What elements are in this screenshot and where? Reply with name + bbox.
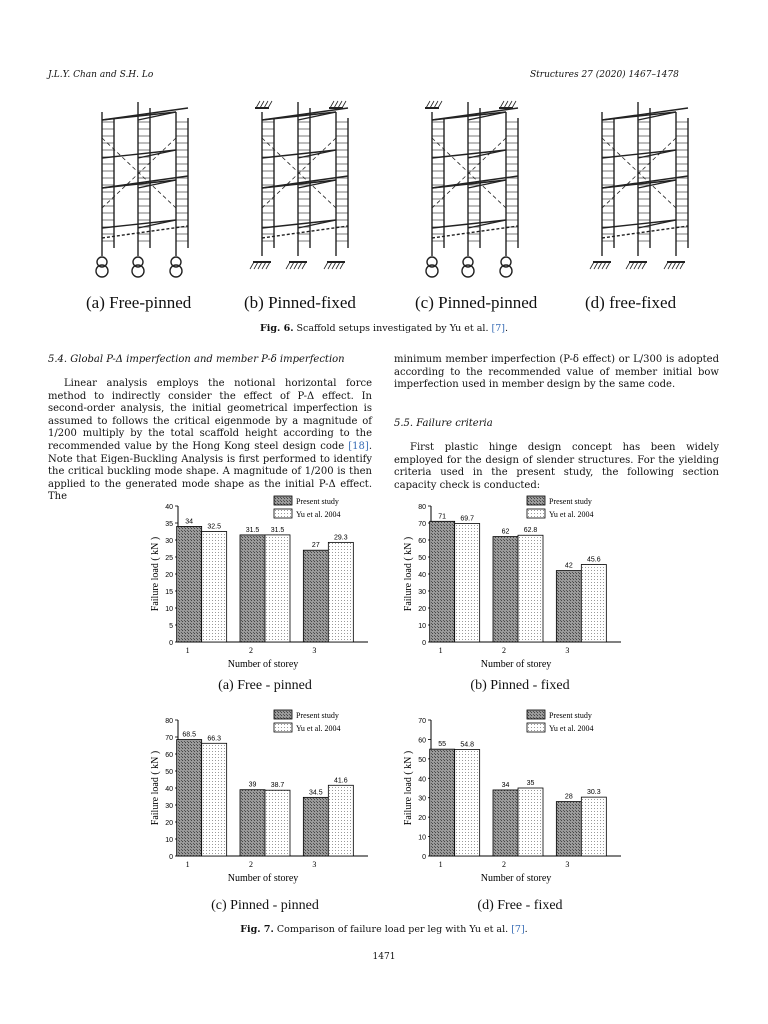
section-5-4-text-b: . Note that Eigen-Buckling Analysis is first performed to identify the critical buckling mode shape. A magnitude of 1/200 is then applied to the generated mode shape as the initial P-Δ effect. The — [48, 440, 372, 503]
y-tick-label: 0 — [169, 640, 173, 647]
section-5-4-text-a: Linear analysis employs the notional horizontal force method to indirectly consider the effect of P-Δ effect. In second-order analysis, the initial geometrical imperfection is assumed to follows the critical eigenmode by a magnitude of 1/200 multiply by the total scaffold height according to the recommended value by the Hong Kong steel design code — [48, 378, 372, 452]
y-axis-label: Failure load ( kN ) — [403, 750, 414, 826]
failure-load-chart-b — [393, 492, 633, 672]
bar-present-study — [240, 535, 265, 642]
bar-yu-2004 — [518, 535, 543, 642]
bar-yu-2004 — [581, 797, 606, 856]
y-tick-label: 40 — [165, 786, 173, 793]
y-tick-label: 25 — [165, 555, 173, 562]
bar-value-label: 42 — [564, 562, 573, 570]
bar-value-label: 45.6 — [587, 556, 601, 564]
bar-present-study — [430, 749, 455, 856]
legend-label: Present study — [549, 497, 592, 506]
y-tick-label: 0 — [422, 640, 426, 647]
y-tick-label: 40 — [418, 776, 426, 784]
ref-18-link[interactable]: [18] — [348, 440, 369, 452]
bar-yu-2004 — [202, 532, 227, 643]
legend-swatch — [274, 723, 292, 732]
bar-present-study — [303, 550, 328, 642]
y-tick-label: 0 — [169, 854, 173, 861]
fig6-sublabel-d: (d) free-fixed — [585, 293, 677, 312]
y-tick-label: 70 — [165, 735, 173, 742]
y-tick-label: 60 — [418, 737, 426, 745]
legend-swatch — [527, 509, 545, 518]
x-tick-label: 3 — [312, 860, 317, 869]
legend-label: Yu et al. 2004 — [549, 724, 594, 733]
y-tick-label: 20 — [165, 572, 173, 579]
bar-value-label: 62.8 — [523, 527, 538, 535]
bar-value-label: 34.5 — [309, 789, 323, 797]
bar-yu-2004 — [328, 785, 353, 856]
bar-value-label: 71 — [438, 513, 447, 521]
section-5-4-continuation: minimum member imperfection (P-δ effect) or L/300 is adopted according to the recommended value of member initial bow imperfection used in member design by the same code. — [394, 354, 719, 391]
scaffold-model-a — [96, 102, 188, 277]
bar-yu-2004 — [581, 564, 606, 642]
chart-b-subtitle: (b) Pinned - fixed — [470, 678, 570, 693]
bar-yu-2004 — [455, 524, 480, 642]
section-5-4-paragraph — [48, 378, 372, 504]
y-axis-label: Failure load ( kN ) — [150, 536, 161, 612]
y-tick-label: 30 — [418, 795, 426, 803]
bar-value-label: 66.3 — [207, 735, 221, 743]
x-axis-label: Number of storey — [480, 873, 552, 884]
page-number: 1471 — [372, 952, 396, 962]
legend-label: Present study — [296, 497, 339, 506]
bar-present-study — [430, 521, 455, 642]
section-5-5-paragraph: First plastic hinge design concept has been widely employed for the design of slender structures. For the yielding criteria used in the present study, the following section capacity check is conducted: — [394, 442, 719, 491]
legend-label: Yu et al. 2004 — [296, 510, 341, 519]
legend-label: Present study — [549, 711, 592, 720]
failure-load-chart-a — [140, 492, 380, 672]
y-tick-label: 40 — [418, 572, 426, 579]
fig6-caption-ref[interactable]: [7] — [491, 323, 505, 334]
scaffold-model-b — [250, 101, 348, 269]
x-tick-label: 1 — [438, 646, 443, 655]
bar-value-label: 38.7 — [270, 782, 285, 790]
legend-swatch — [527, 710, 545, 719]
y-tick-label: 50 — [165, 769, 173, 776]
bar-present-study — [303, 797, 328, 856]
bar-value-label: 54.8 — [460, 741, 474, 749]
bar-present-study — [493, 790, 518, 856]
x-tick-label: 3 — [565, 860, 570, 869]
fig7-caption — [0, 924, 768, 935]
x-tick-label: 1 — [185, 646, 190, 655]
y-tick-label: 30 — [165, 538, 173, 545]
running-header-journal: Structures 27 (2020) 1467–1478 — [530, 70, 679, 80]
bar-value-label: 32.5 — [207, 523, 221, 531]
x-tick-label: 2 — [249, 860, 253, 869]
bar-value-label: 69.7 — [460, 515, 474, 523]
failure-load-chart-c — [140, 706, 380, 886]
fig7-caption-ref[interactable]: [7] — [511, 924, 525, 935]
bar-present-study — [177, 526, 202, 642]
chart-d-subtitle: (d) Free - fixed — [477, 898, 563, 913]
y-tick-label: 80 — [418, 504, 426, 511]
bar-value-label: 31.5 — [245, 526, 260, 534]
running-header-authors: J.L.Y. Chan and S.H. Lo — [48, 70, 154, 80]
bar-value-label: 68.5 — [182, 731, 196, 739]
bar-yu-2004 — [265, 535, 290, 642]
y-tick-label: 70 — [418, 521, 426, 528]
y-tick-label: 70 — [418, 718, 426, 725]
y-tick-label: 10 — [418, 834, 426, 842]
y-tick-label: 60 — [418, 538, 426, 545]
bar-present-study — [556, 571, 581, 642]
y-tick-label: 10 — [418, 623, 426, 630]
x-tick-label: 3 — [565, 646, 570, 655]
x-axis-label: Number of storey — [480, 659, 552, 670]
y-tick-label: 10 — [165, 837, 173, 844]
bar-present-study — [493, 537, 518, 642]
y-tick-label: 10 — [165, 606, 173, 613]
fig6-sublabel-a: (a) Free-pinned — [86, 293, 192, 312]
bar-value-label: 27 — [311, 542, 320, 550]
x-axis-label: Number of storey — [227, 659, 299, 670]
legend-label: Yu et al. 2004 — [296, 724, 341, 733]
bar-value-label: 34 — [185, 518, 194, 526]
y-tick-label: 50 — [418, 555, 426, 562]
y-tick-label: 40 — [165, 504, 173, 511]
legend-swatch — [527, 723, 545, 732]
fig6-caption-text: Scaffold setups investigated by Yu et al. — [293, 323, 492, 334]
section-5-5-heading: 5.5. Failure criteria — [394, 418, 493, 429]
bar-value-label: 62 — [501, 528, 510, 536]
x-tick-label: 2 — [249, 646, 253, 655]
chart-a-subtitle: (a) Free - pinned — [218, 678, 312, 693]
y-tick-label: 30 — [418, 589, 426, 596]
y-tick-label: 20 — [418, 606, 426, 613]
y-axis-label: Failure load ( kN ) — [403, 536, 414, 612]
bar-yu-2004 — [202, 743, 227, 856]
scaffold-model-d — [590, 102, 688, 269]
x-tick-label: 2 — [502, 646, 506, 655]
y-tick-label: 50 — [418, 756, 426, 764]
bar-value-label: 55 — [438, 741, 447, 749]
x-tick-label: 2 — [502, 860, 506, 869]
failure-load-chart-d — [393, 706, 633, 886]
bar-value-label: 34 — [501, 781, 510, 789]
y-tick-label: 20 — [165, 820, 173, 827]
fig7-caption-text: Comparison of failure load per leg with Yu et al. — [273, 924, 512, 935]
x-axis-label: Number of storey — [227, 873, 299, 884]
bar-value-label: 39 — [248, 781, 257, 789]
legend-swatch — [274, 496, 292, 505]
fig6-sublabel-b: (b) Pinned-fixed — [244, 293, 356, 312]
bar-present-study — [240, 790, 265, 856]
y-tick-label: 60 — [165, 752, 173, 759]
bar-present-study — [556, 802, 581, 856]
scaffold-model-c — [425, 101, 518, 277]
fig6-caption — [0, 323, 768, 334]
bar-yu-2004 — [455, 750, 480, 856]
fig6-sublabel-c: (c) Pinned-pinned — [415, 293, 538, 312]
legend-label: Present study — [296, 711, 339, 720]
chart-c-subtitle: (c) Pinned - pinned — [211, 898, 319, 913]
y-tick-label: 5 — [169, 623, 173, 630]
fig7-caption-end: . — [524, 924, 528, 935]
fig6-caption-end: . — [504, 323, 508, 334]
legend-swatch — [274, 509, 292, 518]
y-tick-label: 20 — [418, 815, 426, 823]
bar-value-label: 30.3 — [587, 789, 601, 797]
x-tick-label: 1 — [185, 860, 190, 869]
bar-yu-2004 — [265, 790, 290, 856]
y-tick-label: 0 — [422, 854, 426, 861]
y-tick-label: 30 — [165, 803, 173, 810]
section-5-4-heading: 5.4. Global P-Δ imperfection and member P-δ imperfection — [48, 354, 345, 365]
bar-value-label: 31.5 — [270, 526, 285, 534]
fig6-caption-label: Fig. 6. — [260, 323, 294, 334]
bar-yu-2004 — [518, 788, 543, 856]
bar-value-label: 41.6 — [334, 777, 348, 785]
fig7-caption-label: Fig. 7. — [240, 924, 274, 935]
y-axis-label: Failure load ( kN ) — [150, 750, 161, 826]
x-tick-label: 1 — [438, 860, 443, 869]
bar-value-label: 28 — [564, 793, 573, 801]
legend-label: Yu et al. 2004 — [549, 510, 594, 519]
legend-swatch — [274, 710, 292, 719]
x-tick-label: 3 — [312, 646, 317, 655]
legend-swatch — [527, 496, 545, 505]
y-tick-label: 15 — [165, 589, 173, 596]
bar-value-label: 29.3 — [334, 534, 348, 542]
y-tick-label: 80 — [165, 718, 173, 725]
bar-value-label: 35 — [526, 780, 535, 787]
bar-yu-2004 — [328, 542, 353, 642]
bar-present-study — [177, 740, 202, 856]
scaffold-setup-figure — [80, 98, 700, 288]
y-tick-label: 35 — [165, 521, 173, 528]
